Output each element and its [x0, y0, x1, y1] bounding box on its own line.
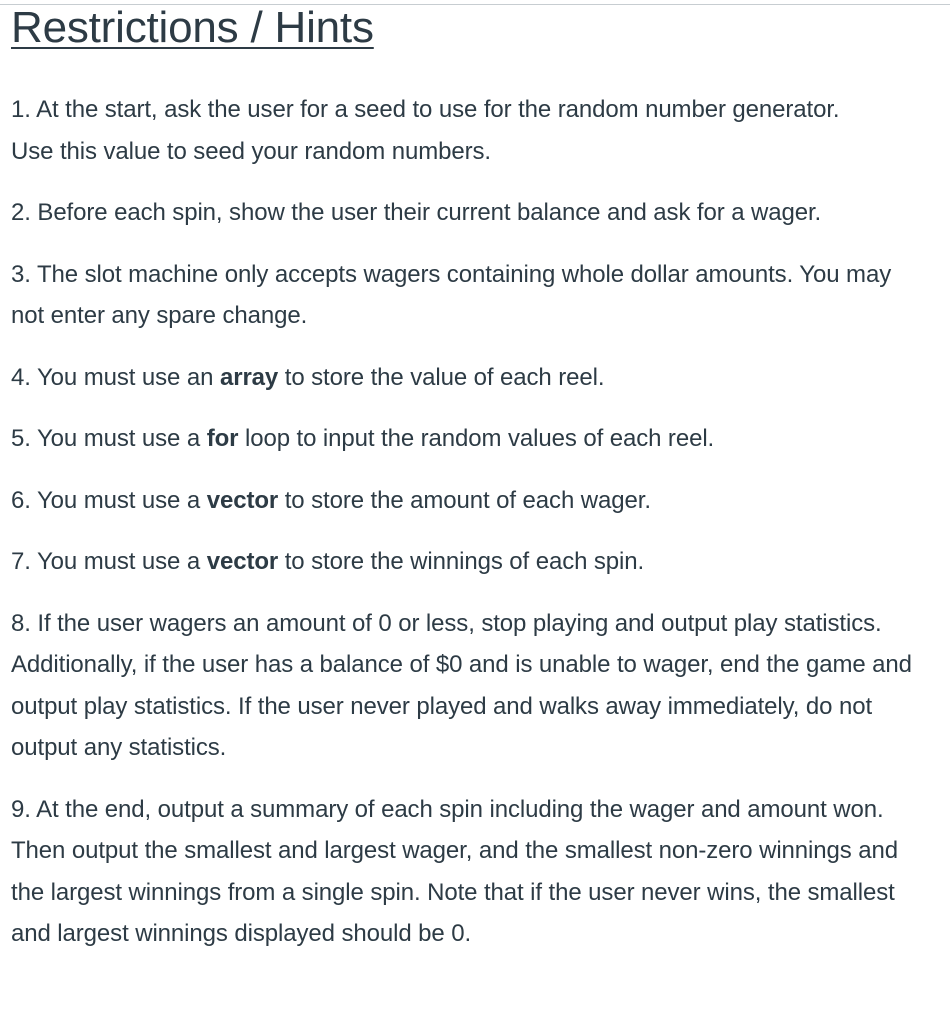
hint-text: The slot machine only accepts wagers containing whole dollar amounts. You may not enter any spare change.	[11, 260, 892, 329]
hint-number: 9.	[11, 795, 31, 823]
hint-number: 5.	[11, 425, 31, 452]
hint-item-5	[11, 418, 941, 460]
hint-text: Before each spin, show the user their current balance and ask for a wager.	[37, 199, 822, 226]
hint-item-9	[11, 789, 916, 955]
hint-item-6	[11, 480, 941, 522]
hint-item-8	[11, 603, 931, 769]
hint-text: If the user wagers an amount of 0 or less, stop playing and output play statistics. Additionally, if the user has a balance of $0 and is unable to wager, end the game and output play statistics. If the user never played and walks away immediately, do not output any statistics.	[11, 609, 912, 761]
hint-number: 3.	[11, 260, 31, 288]
hint-keyword: vector	[206, 486, 279, 514]
hint-text-before: You must use a	[36, 486, 201, 514]
hints-list	[11, 89, 941, 955]
hint-item-3	[11, 254, 916, 337]
hint-number: 2.	[11, 199, 31, 226]
hint-text: At the end, output a summary of each spin including the wager and amount won. Then output the smallest and largest wager, and the smallest non-zero winnings and the largest winnings from a single spin. Note that if the user never wins, the smallest and largest winnings displayed should be 0.	[11, 795, 898, 947]
hint-number: 8.	[11, 609, 31, 637]
hint-text: At the start, ask the user for a seed to use for the random number generator. Use this value to seed your random numbers.	[11, 96, 840, 165]
hint-keyword: vector	[206, 548, 279, 575]
section-heading: Restrictions / Hints	[11, 3, 374, 52]
hint-item-4	[11, 357, 941, 399]
hint-text-after: loop to input the random values of each reel.	[244, 425, 715, 452]
hint-keyword: for	[206, 425, 239, 452]
hint-item-2	[11, 192, 941, 234]
hint-text-after: to store the winnings of each spin.	[284, 548, 645, 575]
hint-text-after: to store the amount of each wager.	[284, 486, 651, 514]
hint-text-after: to store the value of each reel.	[284, 363, 605, 391]
hint-number: 4.	[11, 363, 31, 391]
hint-number: 6.	[11, 486, 31, 514]
hint-text-before: You must use a	[36, 425, 201, 452]
hint-text-before: You must use an	[36, 363, 214, 391]
hint-number: 1.	[11, 96, 31, 123]
hint-item-1	[11, 89, 861, 172]
hint-keyword: array	[219, 363, 279, 391]
hint-number: 7.	[11, 548, 31, 575]
hint-text-before: You must use a	[36, 548, 201, 575]
hint-item-7	[11, 541, 941, 583]
document-content	[11, 0, 941, 955]
